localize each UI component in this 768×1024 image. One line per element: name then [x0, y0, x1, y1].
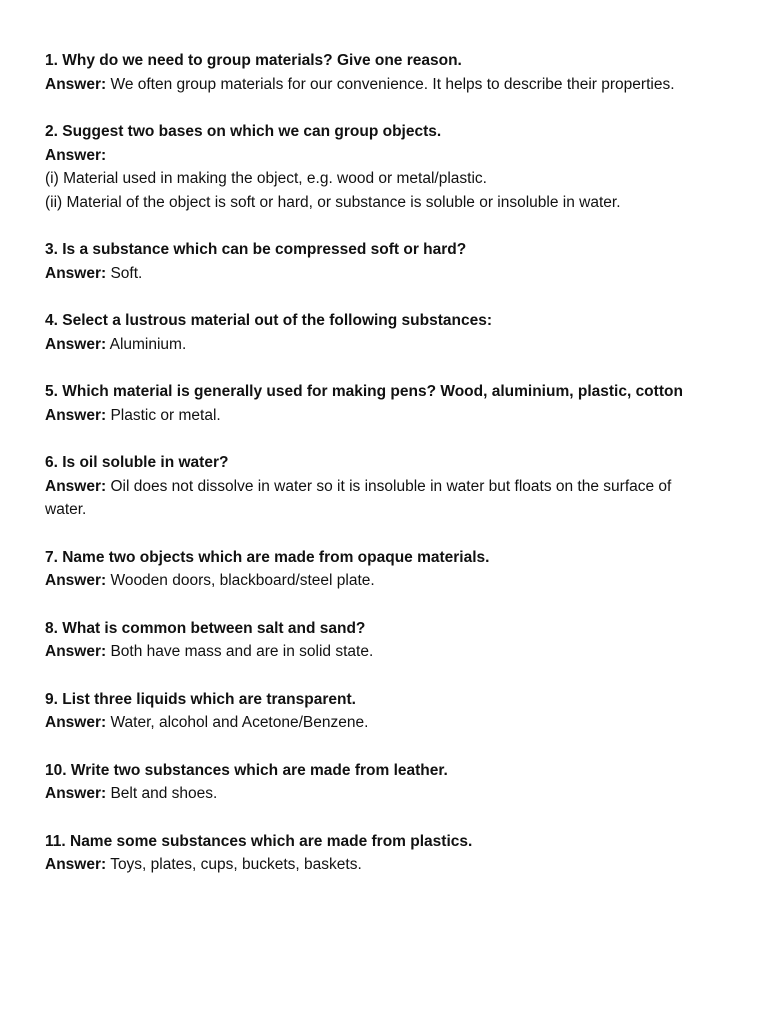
question-text: 1. Why do we need to group materials? Give one reason.	[45, 52, 462, 69]
answer-paragraph	[45, 262, 716, 286]
answer-paragraph	[45, 640, 716, 664]
answer-text: Belt and shoes.	[110, 785, 218, 802]
answer-label: Answer:	[45, 714, 107, 731]
answer-paragraph	[45, 569, 716, 593]
answer-text: Soft.	[110, 264, 143, 282]
answer-label: Answer:	[45, 643, 107, 660]
qa-item-4	[45, 309, 716, 356]
answer-text: Water, alcohol and Acetone/Benzene.	[110, 714, 369, 731]
answer-paragraph	[45, 144, 716, 168]
answer-paragraph	[45, 782, 716, 806]
answer-paragraph	[45, 404, 716, 428]
answer-paragraph	[45, 73, 716, 97]
answer-text: Both have mass and are in solid state.	[110, 643, 374, 660]
answer-label: Answer:	[45, 477, 107, 495]
answer-label: Answer:	[45, 785, 107, 802]
answer-text: We often group materials for our convenience. It helps to describe their properties.	[110, 75, 675, 93]
answer-label: Answer:	[45, 572, 107, 589]
question-text: 10. Write two substances which are made from leather.	[45, 761, 448, 779]
answer-paragraph	[45, 333, 716, 357]
qa-item-10	[45, 759, 716, 806]
qa-item-2	[45, 120, 716, 214]
answer-label: Answer:	[45, 146, 107, 164]
answer-line: (ii) Material of the object is soft or hard, or substance is soluble or insoluble in water.	[45, 193, 621, 211]
answer-text: Toys, plates, cups, buckets, baskets.	[110, 856, 362, 873]
answer-text: Oil does not dissolve in water so it is insoluble in water but floats on the surface of water.	[45, 477, 672, 518]
answer-text: Plastic or metal.	[110, 406, 221, 424]
qa-item-9	[45, 688, 716, 735]
qa-item-6	[45, 451, 716, 522]
answer-label: Answer:	[45, 75, 107, 93]
qa-item-1	[45, 49, 716, 96]
answer-label: Answer:	[45, 335, 107, 353]
answer-paragraph	[45, 475, 716, 522]
answer-text: Aluminium.	[109, 335, 187, 353]
qa-item-11	[45, 830, 716, 877]
question-text: 4. Select a lustrous material out of the following substances:	[45, 312, 493, 329]
qa-item-3	[45, 238, 716, 285]
answer-label: Answer:	[45, 264, 107, 282]
question-text: 8. What is common between salt and sand?	[45, 619, 366, 637]
answer-label: Answer:	[45, 406, 107, 424]
question-text: 3. Is a substance which can be compressed soft or hard?	[45, 241, 467, 258]
question-text: 9. List three liquids which are transparent.	[45, 690, 356, 708]
answer-paragraph	[45, 853, 716, 877]
question-text: 6. Is oil soluble in water?	[45, 454, 229, 471]
answer-line: (i) Material used in making the object, e.g. wood or metal/plastic.	[45, 170, 487, 187]
question-text: 11. Name some substances which are made from plastics.	[45, 832, 473, 850]
qa-item-5	[45, 380, 716, 427]
answer-text: Wooden doors, blackboard/steel plate.	[110, 572, 375, 589]
question-text: 2. Suggest two bases on which we can group objects.	[45, 123, 442, 140]
answer-paragraph	[45, 711, 716, 735]
qa-item-8	[45, 617, 716, 664]
question-text: 7. Name two objects which are made from opaque materials.	[45, 548, 490, 566]
answer-label: Answer:	[45, 856, 107, 873]
question-text: 5. Which material is generally used for making pens? Wood, aluminium, plastic, cotton	[45, 383, 683, 400]
qa-item-7	[45, 546, 716, 593]
